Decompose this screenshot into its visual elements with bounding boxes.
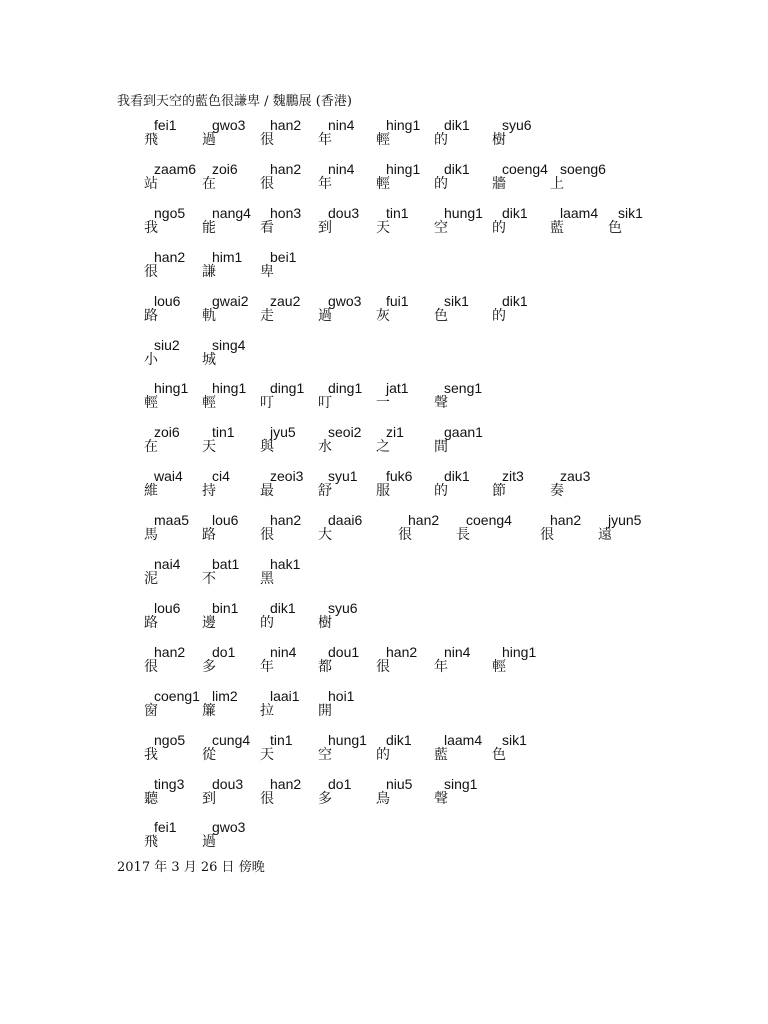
jyutping-text: dik1	[502, 293, 528, 309]
chinese-character: 間	[434, 439, 448, 455]
jyutping-text: hung1	[328, 732, 367, 748]
jyutping-text: ting3	[154, 776, 185, 792]
jyutping-text: lou6	[154, 600, 181, 616]
chinese-character: 過	[202, 834, 216, 850]
chinese-character: 灰	[376, 308, 390, 324]
poem-line	[0, 424, 768, 460]
date-footer: 2017 年 3 月 26 日 傍晚	[117, 860, 265, 875]
jyutping-text: zoi6	[154, 424, 180, 440]
chinese-character: 年	[260, 659, 274, 675]
chinese-character: 我	[144, 220, 158, 236]
chinese-character: 聲	[434, 791, 448, 807]
chinese-character: 多	[318, 791, 332, 807]
jyutping-text: zoi6	[212, 161, 238, 177]
jyutping-text: sik1	[502, 732, 527, 748]
chinese-character: 空	[434, 220, 448, 236]
jyutping-text: nin4	[444, 644, 471, 660]
jyutping-text: dik1	[444, 117, 470, 133]
chinese-character: 輕	[492, 659, 506, 675]
chinese-character: 看	[260, 220, 274, 236]
chinese-character: 的	[260, 615, 274, 631]
jyutping-text: syu1	[328, 468, 358, 484]
jyutping-text: lim2	[212, 688, 238, 704]
chinese-character: 很	[398, 527, 412, 543]
jyutping-text: laam4	[560, 205, 599, 221]
jyutping-text: sik1	[444, 293, 469, 309]
chinese-character: 輕	[144, 395, 158, 411]
jyutping-text: dou1	[328, 644, 360, 660]
chinese-character: 最	[260, 483, 274, 499]
jyutping-text: dou3	[212, 776, 244, 792]
chinese-character: 叮	[318, 395, 332, 411]
chinese-character: 飛	[144, 132, 158, 148]
poem-line	[0, 600, 768, 636]
jyutping-text: bei1	[270, 249, 297, 265]
jyutping-text: hoi1	[328, 688, 355, 704]
jyutping-text: laai1	[270, 688, 300, 704]
chinese-character: 開	[318, 703, 332, 719]
chinese-character: 從	[202, 747, 216, 763]
jyutping-text: jyun5	[608, 512, 642, 528]
chinese-character: 的	[434, 176, 448, 192]
jyutping-text: han2	[270, 161, 302, 177]
chinese-character: 邊	[202, 615, 216, 631]
poem-line	[0, 512, 768, 548]
jyutping-text: hak1	[270, 556, 301, 572]
jyutping-text: fui1	[386, 293, 409, 309]
chinese-character: 之	[376, 439, 390, 455]
chinese-character: 很	[144, 659, 158, 675]
jyutping-text: bat1	[212, 556, 240, 572]
jyutping-text: siu2	[154, 337, 180, 353]
poem-title: 我看到天空的藍色很謙卑 / 魏鵬展 (香港)	[117, 94, 352, 109]
jyutping-text: jat1	[386, 380, 409, 396]
chinese-character: 維	[144, 483, 158, 499]
chinese-character: 飛	[144, 834, 158, 850]
jyutping-text: wai4	[154, 468, 183, 484]
jyutping-text: tin1	[270, 732, 293, 748]
jyutping-text: dou3	[328, 205, 360, 221]
poem-line	[0, 776, 768, 812]
jyutping-text: syu6	[502, 117, 532, 133]
chinese-character: 很	[260, 791, 274, 807]
poem-line	[0, 644, 768, 680]
chinese-character: 過	[202, 132, 216, 148]
chinese-character: 很	[260, 176, 274, 192]
jyutping-text: zit3	[502, 468, 524, 484]
chinese-character: 藍	[550, 220, 564, 236]
poem-line	[0, 337, 768, 373]
chinese-character: 的	[434, 483, 448, 499]
chinese-character: 馬	[144, 527, 158, 543]
jyutping-text: han2	[270, 512, 302, 528]
chinese-character: 天	[260, 747, 274, 763]
jyutping-text: dik1	[502, 205, 528, 221]
jyutping-text: gwai2	[212, 293, 249, 309]
poem-line	[0, 205, 768, 241]
jyutping-text: ngo5	[154, 732, 186, 748]
jyutping-text: do1	[328, 776, 352, 792]
chinese-character: 黑	[260, 571, 274, 587]
poem-line	[0, 468, 768, 504]
chinese-character: 多	[202, 659, 216, 675]
jyutping-text: fei1	[154, 117, 177, 133]
chinese-character: 聲	[434, 395, 448, 411]
chinese-character: 持	[202, 483, 216, 499]
chinese-character: 與	[260, 439, 274, 455]
chinese-character: 年	[434, 659, 448, 675]
jyutping-text: han2	[386, 644, 418, 660]
jyutping-text: han2	[270, 117, 302, 133]
chinese-character: 很	[540, 527, 554, 543]
jyutping-text: seoi2	[328, 424, 362, 440]
jyutping-text: sing4	[212, 337, 246, 353]
jyutping-text: gwo3	[328, 293, 362, 309]
jyutping-text: soeng6	[560, 161, 606, 177]
chinese-character: 遠	[598, 527, 612, 543]
jyutping-text: do1	[212, 644, 236, 660]
chinese-character: 的	[492, 220, 506, 236]
chinese-character: 色	[492, 747, 506, 763]
chinese-character: 很	[376, 659, 390, 675]
chinese-character: 都	[318, 659, 332, 675]
jyutping-text: hon3	[270, 205, 302, 221]
jyutping-text: dik1	[386, 732, 412, 748]
jyutping-text: coeng4	[466, 512, 512, 528]
chinese-character: 簾	[202, 703, 216, 719]
chinese-character: 色	[434, 308, 448, 324]
jyutping-text: laam4	[444, 732, 483, 748]
chinese-character: 鳥	[376, 791, 390, 807]
chinese-character: 軌	[202, 308, 216, 324]
jyutping-text: coeng1	[154, 688, 200, 704]
jyutping-text: gwo3	[212, 819, 246, 835]
chinese-character: 天	[376, 220, 390, 236]
jyutping-text: zaam6	[154, 161, 197, 177]
chinese-character: 路	[202, 527, 216, 543]
chinese-character: 能	[202, 220, 216, 236]
jyutping-text: daai6	[328, 512, 363, 528]
chinese-character: 輕	[376, 176, 390, 192]
chinese-character: 服	[376, 483, 390, 499]
chinese-character: 一	[376, 395, 390, 411]
chinese-character: 到	[318, 220, 332, 236]
chinese-character: 很	[144, 264, 158, 280]
jyutping-text: hing1	[502, 644, 537, 660]
chinese-character: 小	[144, 352, 158, 368]
jyutping-text: nin4	[270, 644, 297, 660]
poem-line	[0, 819, 768, 855]
jyutping-text: zi1	[386, 424, 404, 440]
chinese-character: 的	[376, 747, 390, 763]
jyutping-text: fei1	[154, 819, 177, 835]
chinese-character: 城	[202, 352, 216, 368]
poem-line	[0, 117, 768, 153]
jyutping-text: zeoi3	[270, 468, 304, 484]
chinese-character: 牆	[492, 176, 506, 192]
jyutping-text: lou6	[154, 293, 181, 309]
jyutping-text: han2	[270, 776, 302, 792]
chinese-character: 路	[144, 308, 158, 324]
chinese-character: 長	[456, 527, 470, 543]
chinese-character: 在	[202, 176, 216, 192]
jyutping-text: maa5	[154, 512, 190, 528]
chinese-character: 空	[318, 747, 332, 763]
poem-line	[0, 293, 768, 329]
jyutping-text: dik1	[444, 468, 470, 484]
chinese-character: 藍	[434, 747, 448, 763]
chinese-character: 到	[202, 791, 216, 807]
jyutping-text: ngo5	[154, 205, 186, 221]
jyutping-text: lou6	[212, 512, 239, 528]
chinese-character: 輕	[202, 395, 216, 411]
chinese-character: 大	[318, 527, 332, 543]
jyutping-text: hing1	[212, 380, 247, 396]
chinese-character: 舒	[318, 483, 332, 499]
chinese-character: 不	[202, 571, 216, 587]
jyutping-text: tin1	[212, 424, 235, 440]
jyutping-text: hing1	[154, 380, 189, 396]
poem-line	[0, 556, 768, 592]
chinese-character: 在	[144, 439, 158, 455]
chinese-character: 窗	[144, 703, 158, 719]
jyutping-text: cung4	[212, 732, 251, 748]
chinese-character: 樹	[318, 615, 332, 631]
jyutping-text: tin1	[386, 205, 409, 221]
jyutping-text: hung1	[444, 205, 483, 221]
chinese-character: 輕	[376, 132, 390, 148]
jyutping-text: ding1	[270, 380, 305, 396]
jyutping-text: niu5	[386, 776, 413, 792]
chinese-character: 很	[260, 132, 274, 148]
jyutping-text: bin1	[212, 600, 239, 616]
jyutping-text: sing1	[444, 776, 478, 792]
jyutping-text: han2	[408, 512, 440, 528]
jyutping-text: ci4	[212, 468, 230, 484]
jyutping-text: ding1	[328, 380, 363, 396]
chinese-character: 站	[144, 176, 158, 192]
jyutping-text: han2	[154, 249, 186, 265]
jyutping-text: gaan1	[444, 424, 483, 440]
jyutping-text: zau2	[270, 293, 301, 309]
jyutping-text: seng1	[444, 380, 483, 396]
chinese-character: 天	[202, 439, 216, 455]
jyutping-text: zau3	[560, 468, 591, 484]
poem-line	[0, 249, 768, 285]
chinese-character: 節	[492, 483, 506, 499]
jyutping-text: syu6	[328, 600, 358, 616]
jyutping-text: hing1	[386, 117, 421, 133]
jyutping-text: dik1	[444, 161, 470, 177]
jyutping-text: sik1	[618, 205, 643, 221]
chinese-character: 很	[260, 527, 274, 543]
chinese-character: 路	[144, 615, 158, 631]
jyutping-text: dik1	[270, 600, 296, 616]
jyutping-text: hing1	[386, 161, 421, 177]
chinese-character: 色	[608, 220, 622, 236]
jyutping-text: han2	[154, 644, 186, 660]
jyutping-text: fuk6	[386, 468, 413, 484]
chinese-character: 卑	[260, 264, 274, 280]
chinese-character: 拉	[260, 703, 274, 719]
chinese-character: 年	[318, 176, 332, 192]
jyutping-text: nang4	[212, 205, 251, 221]
jyutping-text: nin4	[328, 161, 355, 177]
chinese-character: 的	[434, 132, 448, 148]
poem-line	[0, 161, 768, 197]
chinese-character: 上	[550, 176, 564, 192]
chinese-character: 樹	[492, 132, 506, 148]
chinese-character: 泥	[144, 571, 158, 587]
chinese-character: 走	[260, 308, 274, 324]
chinese-character: 水	[318, 439, 332, 455]
jyutping-text: jyu5	[270, 424, 296, 440]
chinese-character: 年	[318, 132, 332, 148]
chinese-character: 我	[144, 747, 158, 763]
poem-line	[0, 688, 768, 724]
jyutping-text: nai4	[154, 556, 181, 572]
chinese-character: 奏	[550, 483, 564, 499]
jyutping-text: him1	[212, 249, 243, 265]
poem-line	[0, 732, 768, 768]
chinese-character: 聽	[144, 791, 158, 807]
jyutping-text: nin4	[328, 117, 355, 133]
poem-line	[0, 380, 768, 416]
jyutping-text: gwo3	[212, 117, 246, 133]
jyutping-text: coeng4	[502, 161, 548, 177]
chinese-character: 的	[492, 308, 506, 324]
chinese-character: 過	[318, 308, 332, 324]
jyutping-text: han2	[550, 512, 582, 528]
chinese-character: 謙	[202, 264, 216, 280]
chinese-character: 叮	[260, 395, 274, 411]
